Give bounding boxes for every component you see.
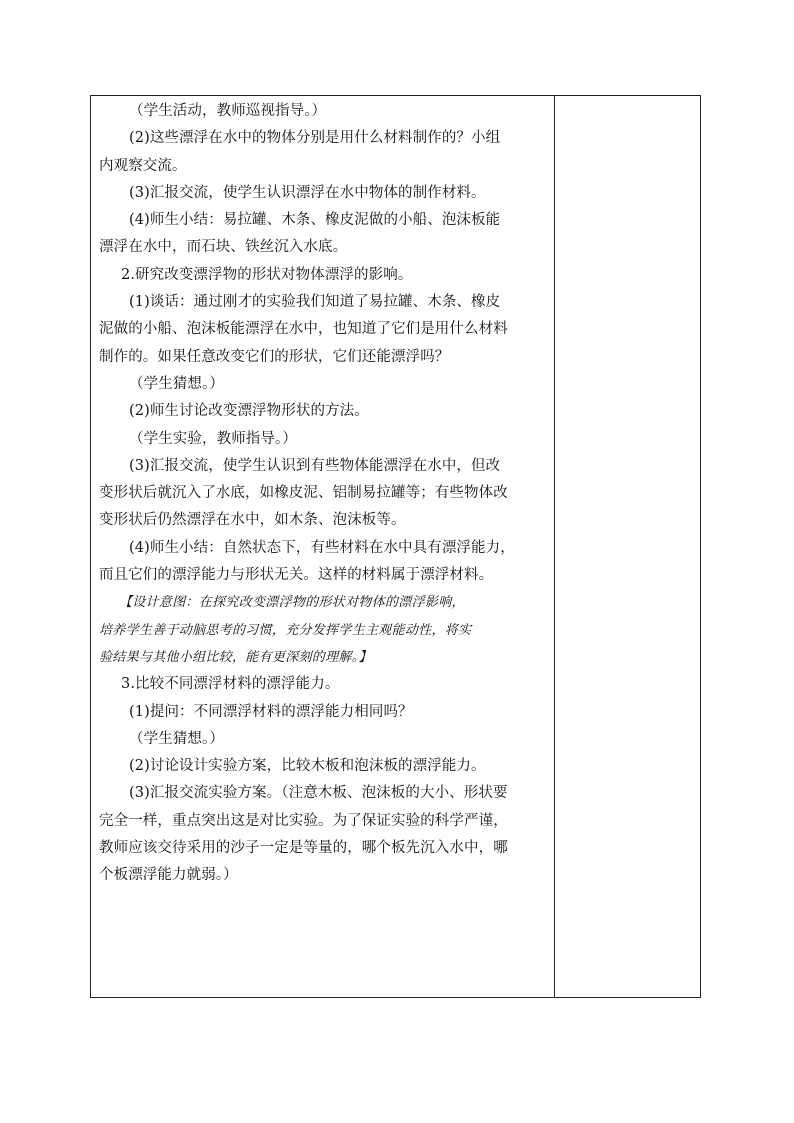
text-line: 漂浮在水中，而石块、铁丝沉入水底。	[99, 239, 348, 256]
text-line: 完全一样，重点突出这是对比实验。为了保证实验的科学严谨，	[99, 812, 508, 829]
text-line: 变形状后就沉入了水底，如橡皮泥、铝制易拉罐等；有些物体改	[99, 485, 508, 502]
section-heading: 3.比较不同漂浮材料的漂浮能力。	[121, 676, 340, 693]
text-line: (1)提问：不同漂浮材料的漂浮能力相同吗？	[129, 703, 413, 720]
section-heading: 2.研究改变漂浮物的形状对物体漂浮的影响。	[121, 266, 413, 283]
text-line: （学生实验，教师指导。）	[129, 430, 297, 447]
design-intent-line: 验结果与其他小组比较，能有更深刻的理解。】	[99, 649, 372, 665]
text-line: (1)谈话：通过刚才的实验我们知道了易拉罐、木条、橡皮	[129, 294, 501, 311]
text-line: (3)汇报交流实验方案。（注意木板、泡沫板的大小、形状要	[129, 785, 508, 802]
text-line: 变形状后仍然漂浮在水中，如木条、泡沫板等。	[99, 512, 406, 529]
text-line: (2)师生讨论改变漂浮物形状的方法。	[129, 403, 369, 420]
text-line: (3)汇报交流，使学生认识到有些物体能漂浮在水中，但改	[129, 457, 501, 474]
text-line: （学生猜想。）	[129, 730, 224, 747]
lesson-table	[90, 95, 701, 998]
text-line: (4)师生小结：自然状态下，有些材料在水中具有漂浮能力，	[129, 539, 515, 556]
text-line: (2)这些漂浮在水中的物体分别是用什么材料制作的？小组	[129, 130, 501, 147]
text-line: (3)汇报交流，使学生认识漂浮在水中物体的制作材料。	[129, 184, 486, 201]
text-line: （学生活动，教师巡视指导。）	[129, 103, 327, 119]
text-line: 泥做的小船、泡沫板能漂浮在水中，也知道了它们是用什么材料	[99, 321, 508, 338]
column-divider	[554, 96, 555, 997]
design-intent-line: 培养学生善于动脑思考的习惯，充分发挥学生主观能动性，将实	[99, 622, 472, 638]
text-line: 教师应该交待采用的沙子一定是等量的，哪个板先沉入水中，哪	[99, 840, 508, 857]
lesson-content-cell	[91, 96, 554, 890]
design-intent-line: 【设计意图：在探究改变漂浮物的形状对物体的漂浮影响，	[119, 595, 465, 611]
text-line: (2)讨论设计实验方案，比较木板和泡沫板的漂浮能力。	[129, 758, 486, 775]
text-line: (4)师生小结：易拉罐、木条、橡皮泥做的小船、泡沫板能	[129, 212, 501, 229]
text-line: （学生猜想。）	[129, 375, 224, 392]
text-line: 个板漂浮能力就弱。）	[99, 867, 238, 884]
text-line: 内观察交流。	[99, 157, 187, 174]
text-line: 制作的。如果任意改变它们的形状，它们还能漂浮吗？	[99, 348, 450, 365]
text-line: 而且它们的漂浮能力与形状无关。这样的材料属于漂浮材料。	[99, 567, 494, 584]
